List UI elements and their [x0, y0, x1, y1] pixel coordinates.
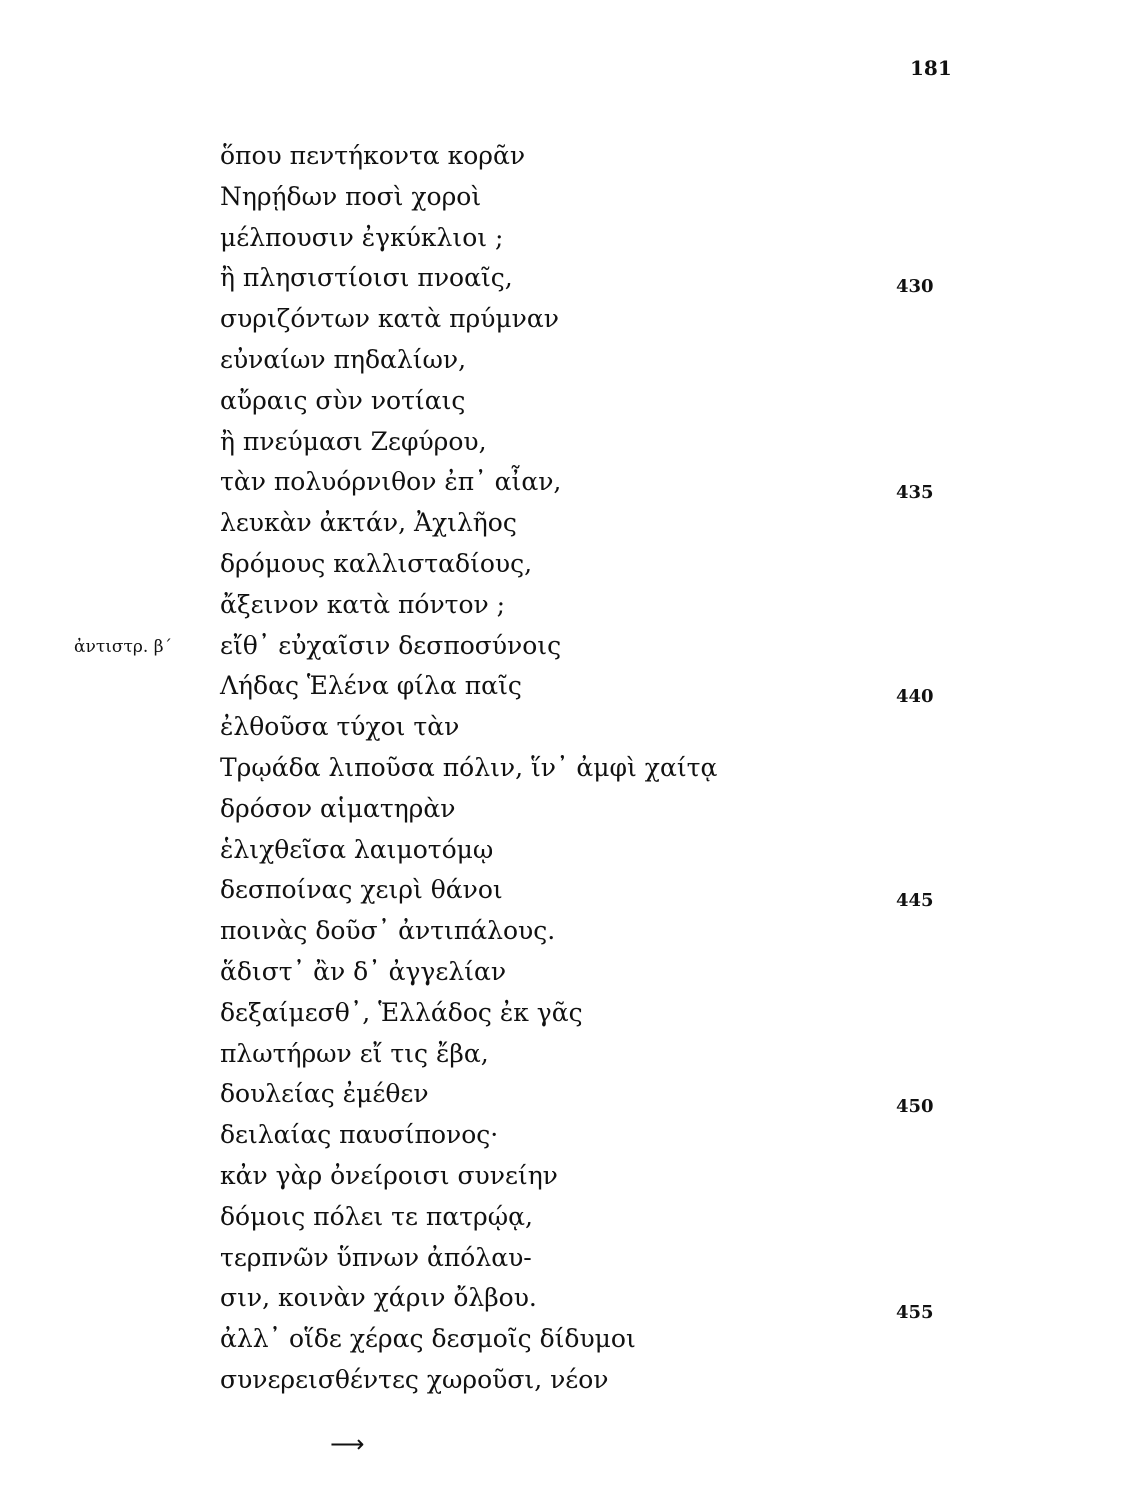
verse-line: ἑλιχθεῖσα λαιμοτόμῳ: [220, 834, 494, 864]
verse-line: δρόμους καλλισταδίους,: [220, 548, 533, 578]
continuation-arrow-icon: ⟶: [330, 1430, 365, 1458]
verse-line: πλωτήρων εἴ τις ἔβα,: [220, 1038, 489, 1068]
verse-line: συριζόντων κατὰ πρύμναν: [220, 304, 559, 334]
antistrophe-marker: ἀντιστρ. β΄: [74, 637, 173, 657]
verse-line: Νηρῄδων ποσὶ χοροὶ: [220, 181, 482, 211]
verse-line: ἅδιστ᾽ ἂν δ᾽ ἀγγελίαν: [220, 956, 507, 986]
verse-line: ὅπου πεντήκοντα κορᾶν: [220, 141, 526, 170]
verse-line: εὐναίων πηδαλίων,: [220, 344, 467, 374]
line-number: 440: [896, 686, 934, 707]
verse-block: [220, 136, 860, 1401]
verse-line: λευκὰν ἀκτάν, Ἀχιλῆος: [220, 508, 517, 538]
verse-line: δόμοις πόλει τε πατρῴᾳ,: [220, 1201, 533, 1231]
verse-line: αὔραις σὺν νοτίαις: [220, 385, 466, 415]
verse-line: δειλαίας παυσίπονος·: [220, 1120, 499, 1150]
verse-line: ποινὰς δοῦσ᾽ ἀντιπάλους.: [220, 916, 556, 946]
verse-line: δρόσον αἱματηρὰν: [220, 793, 456, 823]
verse-line: δεξαίμεσθ᾽, Ἑλλάδος ἐκ γᾶς: [220, 997, 583, 1027]
verse-line: σιν, κοινὰν χάριν ὄλβου.: [220, 1283, 537, 1313]
line-number: 445: [896, 890, 934, 911]
verse-line: τερπνῶν ὕπνων ἀπόλαυ-: [220, 1242, 532, 1272]
verse-line: ἄξεινον κατὰ πόντον ;: [220, 589, 506, 619]
verse-line: ἀλλ᾽ οἵδε χέρας δεσμοῖς δίδυμοι: [220, 1324, 636, 1354]
line-number: 435: [896, 482, 934, 503]
verse-line: ἐλθοῦσα τύχοι τὰν: [220, 712, 460, 742]
verse-line: ἢ πλησιστίοισι πνοαῖς,: [220, 263, 513, 293]
line-number: 430: [896, 276, 934, 297]
verse-line: τὰν πολυόρνιθον ἐπ᾽ αἶαν,: [220, 467, 562, 497]
verse-line: κἀν γὰρ ὀνείροισι συνείην: [220, 1160, 558, 1190]
line-number: 450: [896, 1096, 934, 1117]
verse-line: δεσποίνας χειρὶ θάνοι: [220, 875, 503, 905]
verse-line: συνερεισθέντες χωροῦσι, νέον: [220, 1364, 609, 1394]
verse-line: δουλείας ἐμέθεν: [220, 1079, 429, 1109]
verse-line: ἢ πνεύμασι Ζεφύρου,: [220, 426, 487, 456]
page-number: 181: [910, 56, 952, 80]
verse-line: Τρῳάδα λιποῦσα πόλιν, ἵν᾽ ἀμφὶ χαίτᾳ: [220, 752, 718, 782]
verse-line: εἴθ᾽ εὐχαῖσιν δεσποσύνοις: [220, 630, 562, 660]
verse-line: μέλπουσιν ἐγκύκλιοι ;: [220, 222, 504, 252]
verse-line: Λήδας Ἑλένα φίλα παῖς: [220, 671, 522, 701]
line-number: 455: [896, 1302, 934, 1323]
